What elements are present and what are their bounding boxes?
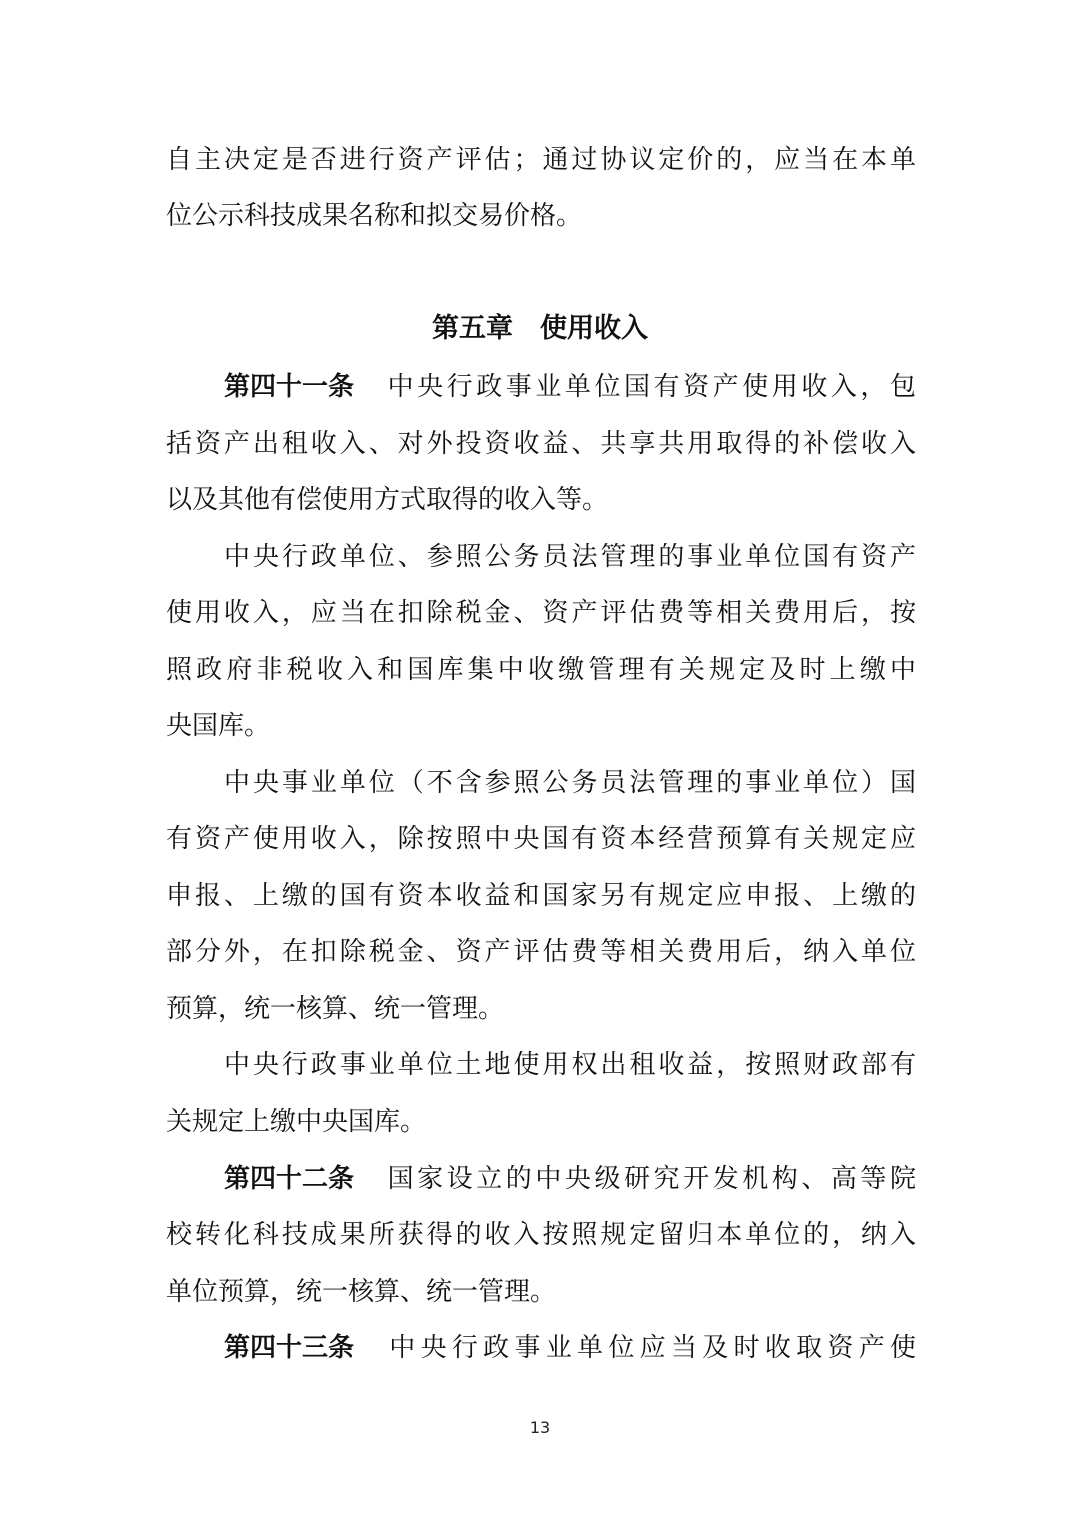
- text-line: 括资产出租收入、对外投资收益、共享共用取得的补偿收入: [166, 429, 916, 459]
- text-line: 中央行政事业单位土地使用权出租收益，按照财政部有: [224, 1050, 916, 1080]
- text-line: 部分外，在扣除税金、资产评估费等相关费用后，纳入单位: [166, 937, 916, 967]
- article-43-label: 第四十三条: [224, 1333, 355, 1363]
- text-line: 校转化科技成果所获得的收入按照规定留归本单位的，纳入: [166, 1220, 916, 1250]
- article-43-text: 中央行政事业单位应当及时收取资产使: [384, 1333, 916, 1363]
- article-43-first-line: [224, 1328, 916, 1368]
- text-line: 照政府非税收入和国库集中收缴管理有关规定及时上缴中: [166, 655, 916, 685]
- text-line: 中央行政单位、参照公务员法管理的事业单位国有资产: [224, 542, 916, 572]
- text-line: 申报、上缴的国有资本收益和国家另有规定应申报、上缴的: [166, 881, 916, 911]
- article-42-text: 国家设立的中央级研究开发机构、高等院: [384, 1164, 916, 1194]
- article-41-label: 第四十一条: [224, 372, 355, 402]
- text-line: 单位预算，统一核算、统一管理。: [166, 1277, 557, 1307]
- text-line: 使用收入，应当在扣除税金、资产评估费等相关费用后，按: [166, 598, 916, 628]
- text-line: 预算，统一核算、统一管理。: [166, 994, 505, 1024]
- text-line: 关规定上缴中央国库。: [166, 1107, 427, 1137]
- text-line: 以及其他有偿使用方式取得的收入等。: [166, 485, 609, 515]
- article-42-label: 第四十二条: [224, 1164, 355, 1194]
- article-41-first-line: [224, 367, 916, 407]
- text-line: 中央事业单位（不含参照公务员法管理的事业单位）国: [224, 768, 916, 798]
- page-number: 13: [529, 1418, 551, 1437]
- text-line: 有资产使用收入，除按照中央国有资本经营预算有关规定应: [166, 824, 916, 854]
- article-42-first-line: [224, 1159, 916, 1199]
- text-line: 自主决定是否进行资产评估；通过协议定价的，应当在本单: [166, 145, 916, 175]
- article-41-text: 中央行政事业单位国有资产使用收入，包: [384, 372, 916, 402]
- chapter-title: 第五章 使用收入: [432, 313, 648, 344]
- text-line: 央国库。: [166, 711, 271, 741]
- text-line: 位公示科技成果名称和拟交易价格。: [166, 201, 583, 231]
